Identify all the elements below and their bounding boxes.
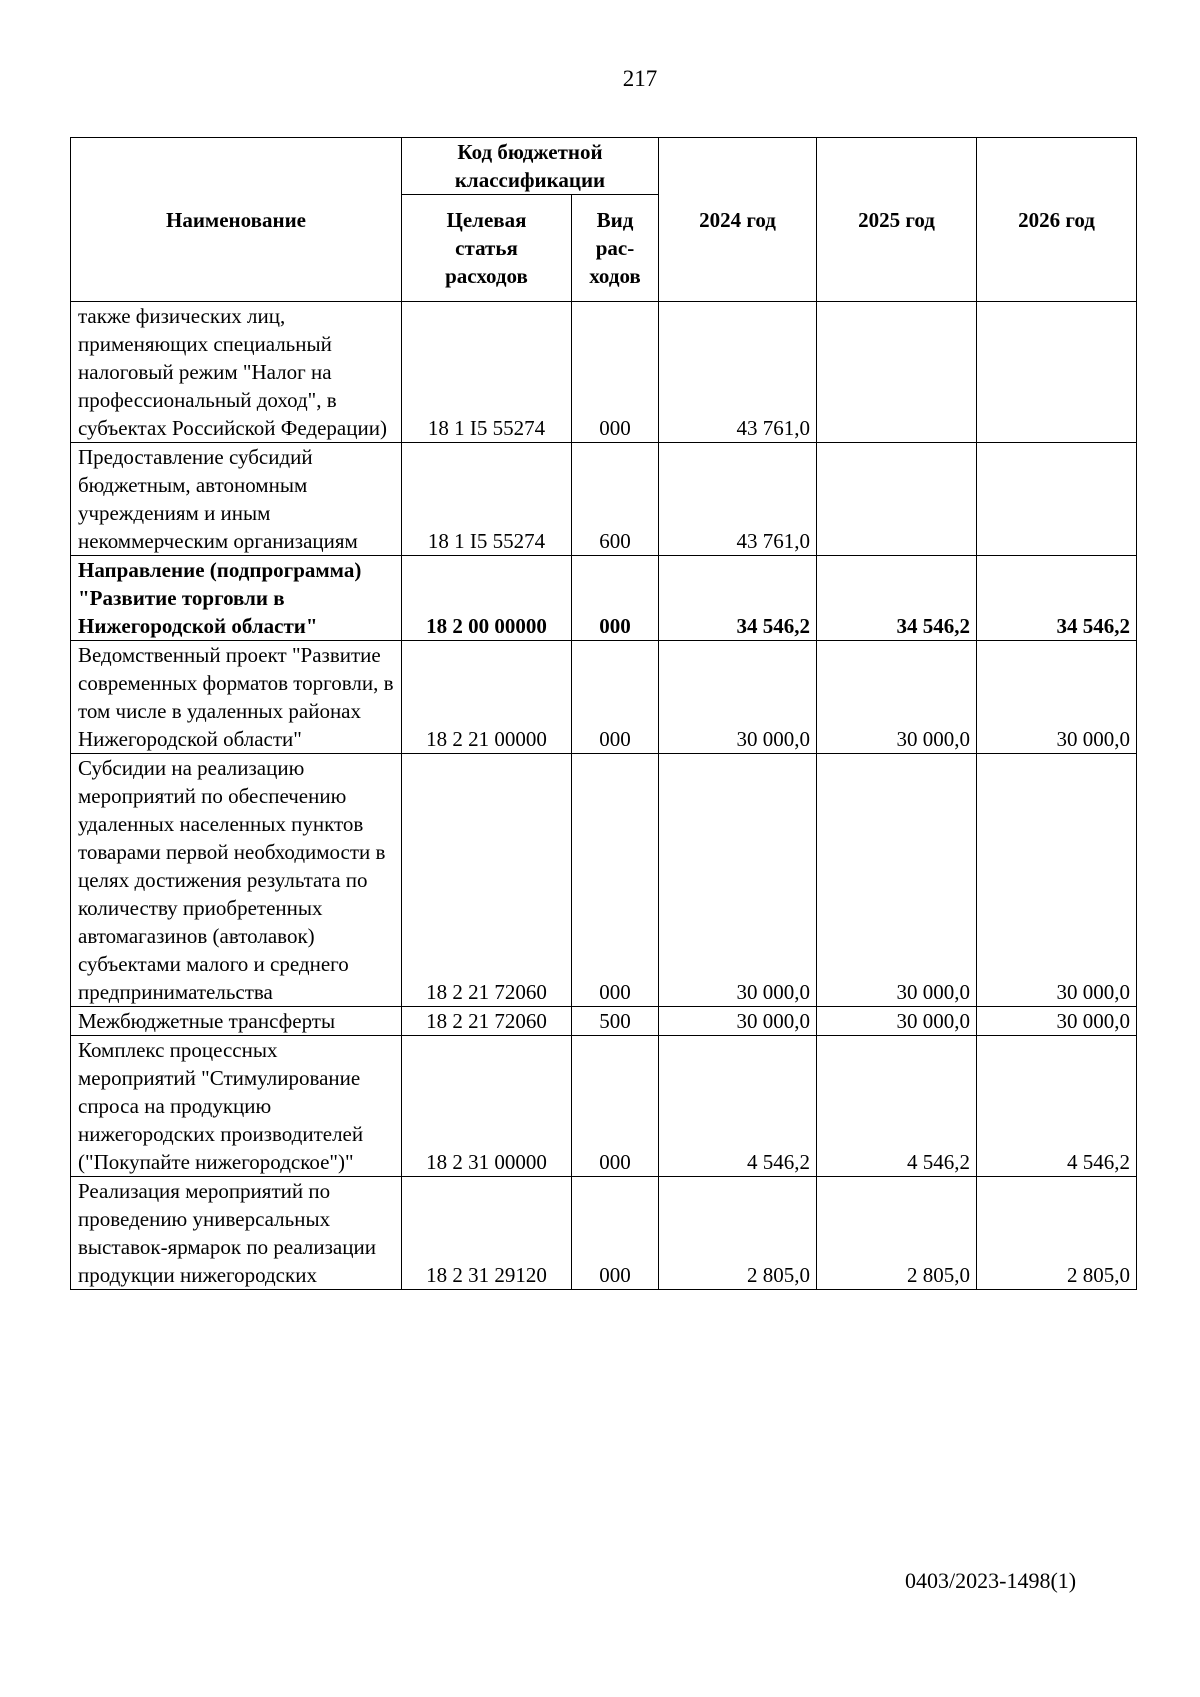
row-name-cell: Ведомственный проект "Развитие современных форматов торговли, в том числе в удаленных районах Нижегородской области" [71,641,402,754]
row-2025-cell: 30 000,0 [817,1007,977,1036]
row-name-cell: также физических лиц, применяющих специальный налоговый режим "Налог на профессиональный доход", в субъектах Российской Федерации) [71,302,402,443]
row-2024-cell: 30 000,0 [659,641,817,754]
row-name-cell: Предоставление субсидий бюджетным, автономным учреждениям и иным некоммерческим организациям [71,443,402,556]
document-code: 0403/2023-1498(1) [905,1568,1077,1593]
row-target-article-cell: 18 1 I5 55274 [402,443,572,556]
row-2024-cell: 43 761,0 [659,302,817,443]
row-expense-kind-cell: 000 [572,641,659,754]
row-2024-cell: 43 761,0 [659,443,817,556]
row-2026-cell: 34 546,2 [977,556,1137,641]
row-2026-cell [977,443,1137,556]
row-2026-cell: 30 000,0 [977,1007,1137,1036]
row-name-cell: Направление (подпрограмма) "Развитие торговли в Нижегородской области" [71,556,402,641]
row-expense-kind-cell: 500 [572,1007,659,1036]
header-name: Наименование [71,138,402,302]
row-name-cell: Межбюджетные трансферты [71,1007,402,1036]
budget-table [70,137,1137,1290]
row-2025-cell: 2 805,0 [817,1177,977,1290]
header-year-2024: 2024 год [659,138,817,302]
row-2025-cell [817,443,977,556]
row-2024-cell: 34 546,2 [659,556,817,641]
row-expense-kind-cell: 000 [572,1177,659,1290]
row-2026-cell [977,302,1137,443]
header-row-1 [71,138,1137,195]
header-budget-code-group: Код бюджетной классификации [402,138,659,195]
table-row [71,1036,1137,1177]
row-target-article-cell: 18 2 21 72060 [402,754,572,1007]
page-number: 217 [622,66,658,91]
row-2024-cell: 30 000,0 [659,1007,817,1036]
row-expense-kind-cell: 000 [572,556,659,641]
table-row [71,754,1137,1007]
row-expense-kind-cell: 000 [572,1036,659,1177]
row-name-cell: Комплекс процессных мероприятий "Стимулирование спроса на продукцию нижегородских производителей ("Покупайте нижегородское")" [71,1036,402,1177]
row-target-article-cell: 18 2 21 72060 [402,1007,572,1036]
row-2025-cell: 30 000,0 [817,754,977,1007]
table-row [71,302,1137,443]
row-2026-cell: 2 805,0 [977,1177,1137,1290]
row-target-article-cell: 18 1 I5 55274 [402,302,572,443]
row-2025-cell [817,302,977,443]
header-target-article: Целевая статья расходов [402,195,572,302]
table-row [71,443,1137,556]
row-name-cell: Реализация мероприятий по проведению универсальных выставок-ярмарок по реализации продукции нижегородских [71,1177,402,1290]
row-expense-kind-cell: 600 [572,443,659,556]
table-row [71,1177,1137,1290]
row-2025-cell: 34 546,2 [817,556,977,641]
row-expense-kind-cell: 000 [572,302,659,443]
table-row [71,1007,1137,1036]
header-year-2025: 2025 год [817,138,977,302]
row-2024-cell: 4 546,2 [659,1036,817,1177]
table-row [71,556,1137,641]
row-expense-kind-cell: 000 [572,754,659,1007]
row-target-article-cell: 18 2 00 00000 [402,556,572,641]
header-expense-kind: Вид рас-ходов [572,195,659,302]
row-2024-cell: 30 000,0 [659,754,817,1007]
row-2024-cell: 2 805,0 [659,1177,817,1290]
row-target-article-cell: 18 2 21 00000 [402,641,572,754]
table-row [71,641,1137,754]
row-2026-cell: 30 000,0 [977,754,1137,1007]
row-2025-cell: 4 546,2 [817,1036,977,1177]
row-target-article-cell: 18 2 31 29120 [402,1177,572,1290]
header-year-2026: 2026 год [977,138,1137,302]
row-2026-cell: 30 000,0 [977,641,1137,754]
row-target-article-cell: 18 2 31 00000 [402,1036,572,1177]
row-2025-cell: 30 000,0 [817,641,977,754]
row-2026-cell: 4 546,2 [977,1036,1137,1177]
row-name-cell: Субсидии на реализацию мероприятий по обеспечению удаленных населенных пунктов товарами первой необходимости в целях достижения результата по количеству приобретенных автомагазинов (автолавок) субъектами малого и среднего предпринимательства [71,754,402,1007]
